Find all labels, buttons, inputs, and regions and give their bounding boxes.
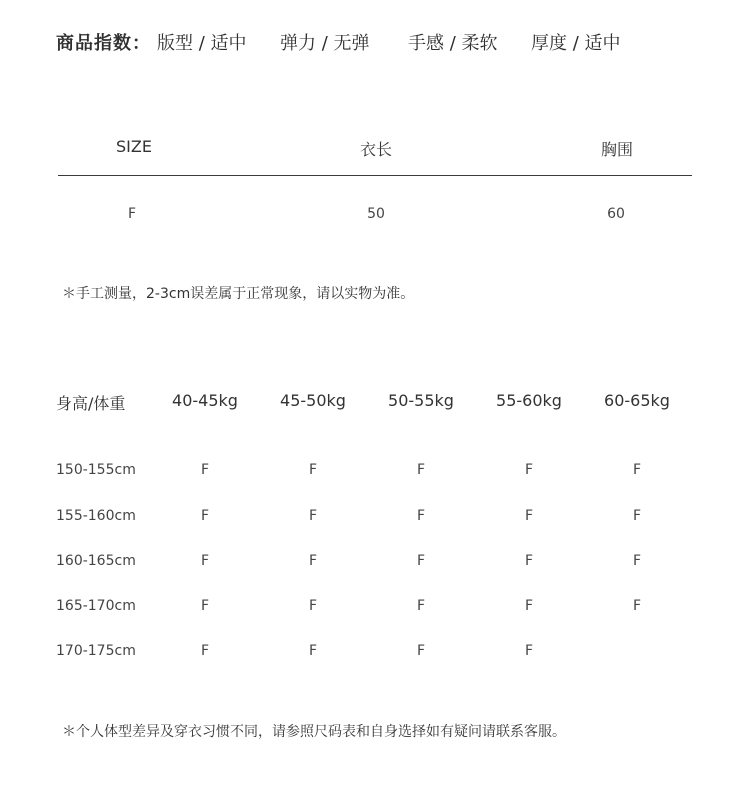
fit-header-weight: 55-60kg <box>496 391 562 410</box>
index-item-feel: 手感 / 柔软 <box>408 33 498 54</box>
fit-cell: F <box>200 643 210 659</box>
size-header-chest: 胸围 <box>600 140 634 159</box>
fit-header-weight: 45-50kg <box>280 391 346 410</box>
fit-row-height: 155-160cm <box>56 508 136 524</box>
size-cell-size: F <box>127 206 137 222</box>
fit-header-weight: 50-55kg <box>388 391 454 410</box>
size-cell-chest: 60 <box>607 206 625 222</box>
size-header-size: SIZE <box>116 137 152 156</box>
fit-cell: F <box>416 462 426 478</box>
fit-row-height: 170-175cm <box>56 643 136 659</box>
fit-cell: F <box>200 508 210 524</box>
fit-cell: F <box>632 508 642 524</box>
table-row <box>0 598 750 618</box>
table-row <box>0 508 750 528</box>
size-cell-length: 50 <box>367 206 385 222</box>
size-table-divider <box>58 175 692 176</box>
table-row <box>0 643 750 663</box>
fit-note: ＊个人体型差异及穿衣习惯不同，请参照尺码表和自身选择如有疑问请联系客服。 <box>62 724 566 740</box>
fit-cell: F <box>524 508 534 524</box>
index-item-elasticity: 弹力 / 无弹 <box>280 33 370 54</box>
size-header-length: 衣长 <box>359 140 393 159</box>
fit-cell: F <box>632 462 642 478</box>
index-item-fit: 版型 / 适中 <box>157 33 247 54</box>
fit-cell: F <box>308 462 318 478</box>
fit-cell: F <box>632 553 642 569</box>
fit-cell: F <box>524 643 534 659</box>
fit-corner-header: 身高/体重 <box>56 394 126 413</box>
product-index-title: 商品指数： <box>56 33 151 54</box>
fit-cell: F <box>308 508 318 524</box>
fit-header-weight: 60-65kg <box>604 391 670 410</box>
fit-cell: F <box>308 643 318 659</box>
fit-cell: F <box>632 598 642 614</box>
fit-cell: F <box>308 598 318 614</box>
index-item-thickness: 厚度 / 适中 <box>531 33 621 54</box>
fit-cell: F <box>200 462 210 478</box>
fit-cell: F <box>200 553 210 569</box>
fit-cell: F <box>416 598 426 614</box>
table-row <box>0 462 750 482</box>
fit-row-height: 150-155cm <box>56 462 136 478</box>
fit-cell: F <box>308 553 318 569</box>
fit-cell: F <box>200 598 210 614</box>
fit-row-height: 165-170cm <box>56 598 136 614</box>
fit-header-weight: 40-45kg <box>172 391 238 410</box>
fit-cell: F <box>416 553 426 569</box>
fit-cell: F <box>416 508 426 524</box>
fit-cell: F <box>416 643 426 659</box>
fit-cell: F <box>524 462 534 478</box>
table-row <box>0 553 750 573</box>
fit-row-height: 160-165cm <box>56 553 136 569</box>
fit-cell: F <box>524 553 534 569</box>
fit-cell: F <box>524 598 534 614</box>
measurement-note: ＊手工测量，2-3cm误差属于正常现象，请以实物为准。 <box>62 286 415 302</box>
